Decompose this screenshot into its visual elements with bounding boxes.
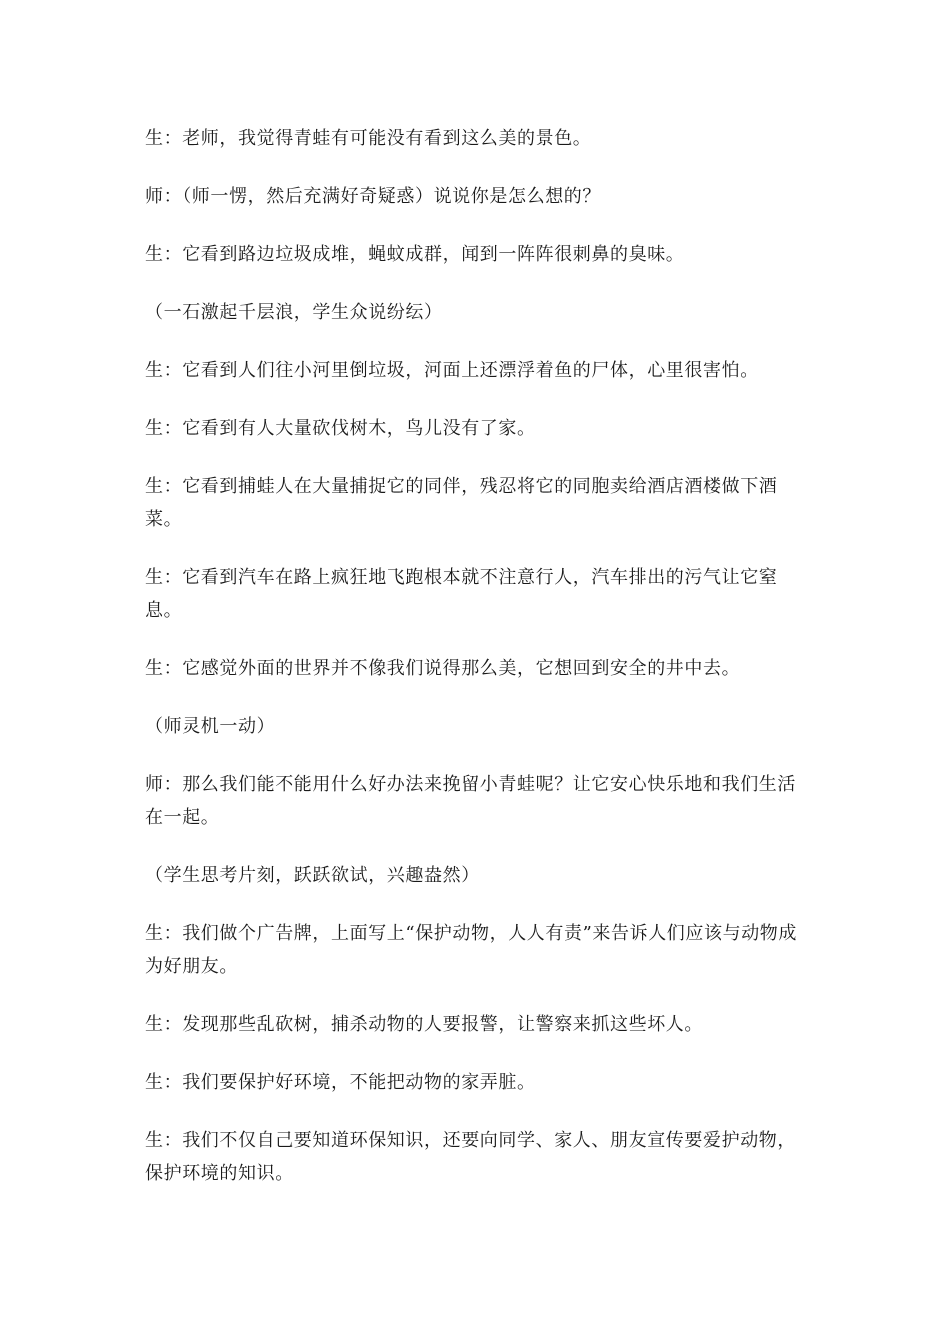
document-body	[145, 122, 810, 1215]
paragraph: 师：（师一愣，然后充满好奇疑惑）说说你是怎么想的？	[145, 186, 601, 207]
paragraph: 生：我们不仅自己要知道环保知识，还要向同学、家人、朋友宣传要爱护动物，保护环境的知识。	[145, 1130, 796, 1184]
paragraph: 生：发现那些乱砍树，捕杀动物的人要报警，让警察来抓这些坏人。	[145, 1014, 703, 1035]
paragraph: 生：我们要保护好环境，不能把动物的家弄脏。	[145, 1072, 536, 1093]
paragraph: 师：那么我们能不能用什么好办法来挽留小青蛙呢？让它安心快乐地和我们生活在一起。	[145, 774, 796, 828]
paragraph: （一石激起千层浪，学生众说纷纭）	[145, 302, 443, 323]
paragraph: 生：我们做个广告牌，上面写上“保护动物，人人有责”来告诉人们应该与动物成为好朋友。	[145, 923, 798, 977]
paragraph: 生：它感觉外面的世界并不像我们说得那么美，它想回到安全的井中去。	[145, 658, 741, 679]
paragraph: 生：它看到路边垃圾成堆，蝇蚊成群，闻到一阵阵很刺鼻的臭味。	[145, 244, 685, 265]
paragraph: 生：老师，我觉得青蛙有可能没有看到这么美的景色。	[145, 128, 592, 149]
paragraph: （学生思考片刻，跃跃欲试，兴趣盎然）	[145, 865, 480, 886]
paragraph: 生：它看到汽车在路上疯狂地飞跑根本就不注意行人，汽车排出的污气让它窒息。	[145, 567, 778, 621]
paragraph: （师灵机一动）	[145, 716, 276, 737]
paragraph: 生：它看到人们往小河里倒垃圾，河面上还漂浮着鱼的尸体，心里很害怕。	[145, 360, 759, 381]
paragraph: 生：它看到捕蛙人在大量捕捉它的同伴，残忍将它的同胞卖给酒店酒楼做下酒菜。	[145, 476, 778, 530]
paragraph: 生：它看到有人大量砍伐树木，鸟儿没有了家。	[145, 418, 536, 439]
